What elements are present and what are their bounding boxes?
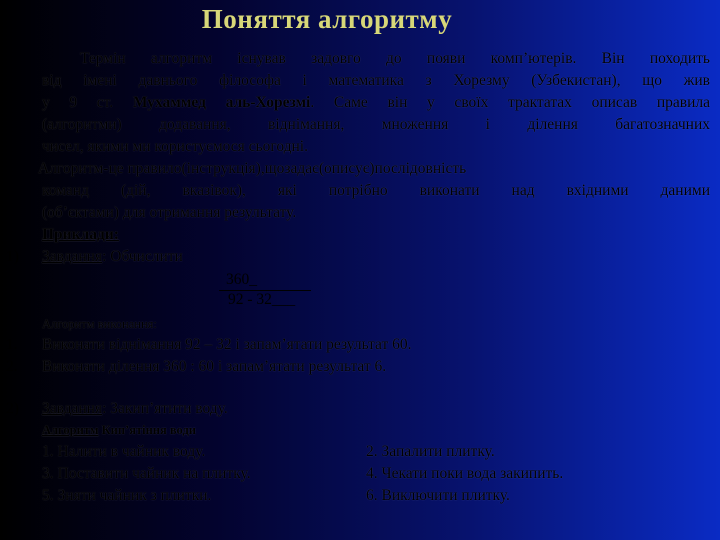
kettle-step-4: 4. Чекати поки вода закипить. bbox=[366, 465, 564, 482]
example-2-task bbox=[42, 400, 228, 418]
kettle-step-2: 2. Запалити плитку. bbox=[366, 443, 495, 460]
task-text-2: : Закип’ятити воду. bbox=[102, 400, 228, 417]
task-label-1: Завдання bbox=[42, 248, 103, 265]
step-number-2: 2. bbox=[6, 358, 18, 375]
intro-line-3-post: . Саме він у своїх трактатах описав правила bbox=[310, 94, 711, 111]
intro-line-4: (алгоритми) додавання, віднімання, множення і ділення багатозначних bbox=[42, 116, 710, 133]
kettle-step-6: 6. Виключити плитку. bbox=[366, 487, 510, 504]
fraction-numerator: 360_ bbox=[226, 271, 257, 288]
slide-title: Поняття алгоритму bbox=[201, 4, 453, 34]
examples-heading: Приклади: bbox=[42, 226, 119, 243]
kettle-step-1: 1. Налити в чайник воду. bbox=[42, 443, 206, 460]
intro-line-3 bbox=[42, 94, 710, 112]
step-text-1: Виконати віднімання 92 – 32 і запам’ятати результат 60. bbox=[42, 336, 412, 353]
intro-line-5: чисел, якими ми користуємося сьогодні. bbox=[42, 138, 308, 155]
kettle-step-5: 5. Зняти чайник з плитки. bbox=[42, 487, 212, 504]
step-text-2: Виконати ділення 360 : 60 і запам’ятати результат 6. bbox=[42, 358, 387, 375]
definition-line-2: команд (дій, вказівок), які потрібно виконати над вхідними даними bbox=[42, 182, 710, 199]
algorithm-name-2: Кип’ятіння води bbox=[98, 423, 196, 437]
algorithm-title-2 bbox=[42, 423, 196, 438]
kettle-step-3: 3. Поставити чайник на плитку. bbox=[42, 465, 251, 482]
definition-line-1: Алгоритм-це правило(інструкція),щозадає(описує)послідовність bbox=[38, 160, 467, 177]
algorithm-caption-1: Алгоритм виконання: bbox=[42, 317, 157, 331]
example-1-task bbox=[42, 248, 183, 266]
fraction-denominator: 92 - 32___ bbox=[228, 291, 296, 308]
algorithm-label-2: Алгоритм bbox=[42, 423, 99, 437]
intro-line-3-pre: у 9 ст. bbox=[42, 94, 133, 111]
task-text-1: : Обчислити bbox=[102, 248, 183, 265]
intro-line-1: Термін алгоритм існував задовго до появи комп’ютерів. Він походить bbox=[80, 50, 710, 67]
scholar-name: Мухаммед аль-Хорезмі bbox=[132, 94, 311, 111]
example-2-number: 2) bbox=[6, 400, 19, 417]
task-label-2: Завдання bbox=[42, 400, 103, 417]
definition-line-3: (об’єктами) для отримання результату. bbox=[42, 204, 297, 221]
intro-line-2: від імені давнього філософа і математика з Хорезму (Узбекистан), що жив bbox=[42, 72, 710, 89]
example-1-number: 1) bbox=[6, 248, 19, 265]
step-number-1: 1. bbox=[6, 336, 18, 353]
